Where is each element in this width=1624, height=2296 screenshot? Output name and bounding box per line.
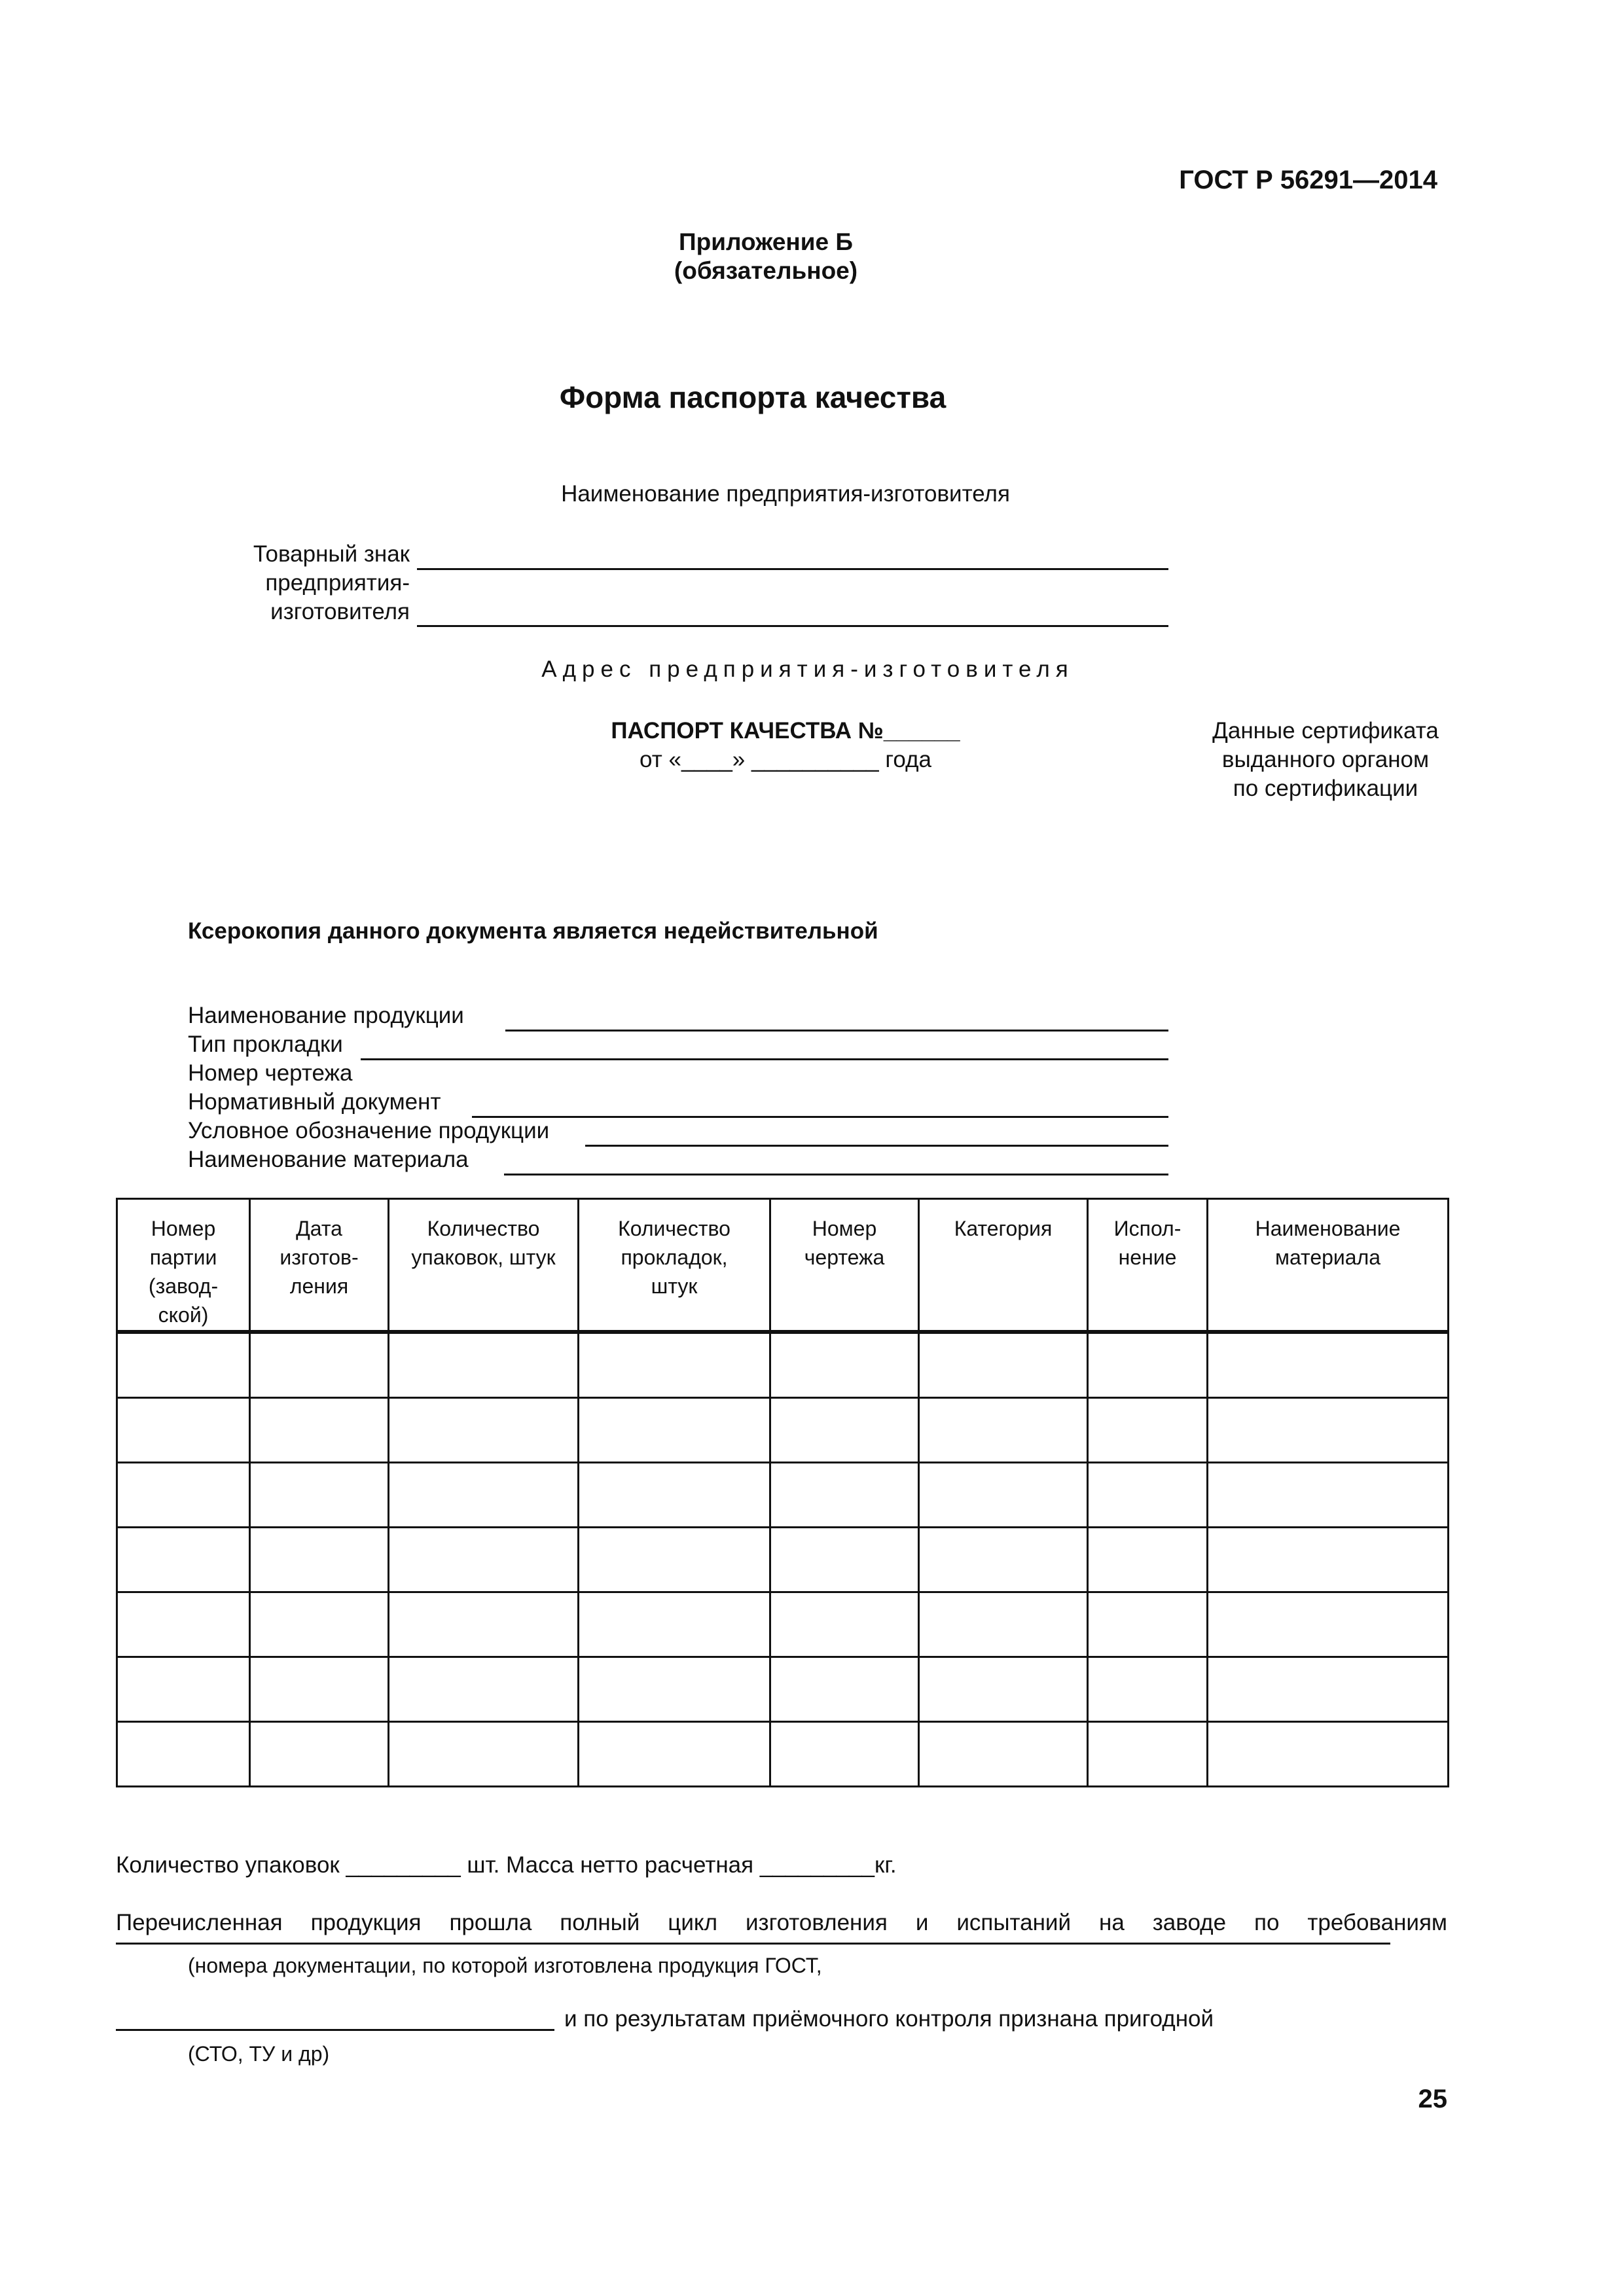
header-text-line: Количество	[427, 1217, 540, 1240]
address-label: Адрес предприятия-изготовителя	[541, 656, 1074, 682]
product-fields	[188, 1001, 549, 1174]
field-product-name: Наименование продукции	[188, 1003, 464, 1028]
field-product-designation: Условное обозначение продукции	[188, 1118, 550, 1143]
table-row	[117, 1592, 1449, 1657]
header-text-line: прокладок,	[621, 1246, 728, 1269]
product-name-line[interactable]	[505, 1030, 1168, 1031]
passport-title: ПАСПОРТ КАЧЕСТВА №______	[611, 718, 960, 744]
table-row	[117, 1528, 1449, 1592]
table-cell[interactable]	[1208, 1722, 1449, 1787]
table-cell[interactable]	[1088, 1332, 1208, 1398]
table-cell[interactable]	[919, 1592, 1088, 1657]
table-cell[interactable]	[579, 1528, 770, 1592]
passport-header	[458, 717, 1113, 774]
table-cell[interactable]	[579, 1592, 770, 1657]
table-cell[interactable]	[919, 1463, 1088, 1528]
header-text-line: партии	[149, 1246, 217, 1269]
page-number: 25	[1418, 2085, 1447, 2113]
table-cell[interactable]	[250, 1332, 389, 1398]
header-text-line: Наименование	[1255, 1217, 1401, 1240]
table-cell[interactable]	[770, 1592, 919, 1657]
field-gasket-type: Тип прокладки	[188, 1031, 343, 1057]
table-cell[interactable]	[579, 1398, 770, 1463]
header-text-line: упаковок, штук	[411, 1246, 556, 1269]
table-cell[interactable]	[1208, 1657, 1449, 1722]
field-normative-document: Нормативный документ	[188, 1089, 441, 1115]
header-drawing-number	[770, 1199, 919, 1333]
table-cell[interactable]	[919, 1722, 1088, 1787]
gasket-type-line[interactable]	[361, 1058, 1168, 1060]
table-cell[interactable]	[250, 1463, 389, 1528]
table-cell[interactable]	[770, 1528, 919, 1592]
table-cell[interactable]	[1088, 1592, 1208, 1657]
table-cell[interactable]	[117, 1463, 250, 1528]
document-number-line[interactable]	[116, 2029, 554, 2031]
header-text-line: ления	[289, 1274, 349, 1298]
documentation-note: (номера документации, по которой изготовлена продукция ГОСТ,	[188, 1954, 822, 1977]
table-row	[117, 1722, 1449, 1787]
table-cell[interactable]	[250, 1528, 389, 1592]
header-text-line: Дата	[296, 1217, 342, 1240]
appendix-title	[0, 228, 1532, 285]
table-cell[interactable]	[1208, 1398, 1449, 1463]
header-text-line: Номер	[151, 1217, 216, 1240]
table-cell[interactable]	[250, 1398, 389, 1463]
table-cell[interactable]	[579, 1722, 770, 1787]
table-cell[interactable]	[919, 1657, 1088, 1722]
table-cell[interactable]	[770, 1657, 919, 1722]
statement-line: Перечисленная продукция прошла полный цикл изготовления и испытаний на заводе по требованиям	[116, 1910, 1447, 1935]
requirements-line[interactable]	[116, 1943, 1390, 1945]
header-text-line: штук	[651, 1274, 698, 1298]
header-manufacture-date	[250, 1199, 389, 1333]
table-cell[interactable]	[919, 1398, 1088, 1463]
table-cell[interactable]	[117, 1657, 250, 1722]
header-text-line: чертежа	[804, 1246, 885, 1269]
header-package-count	[389, 1199, 579, 1333]
table-cell[interactable]	[117, 1592, 250, 1657]
table-cell[interactable]	[770, 1398, 919, 1463]
header-text-line: Номер	[812, 1217, 877, 1240]
table-cell[interactable]	[579, 1657, 770, 1722]
table-row	[117, 1657, 1449, 1722]
table-cell[interactable]	[117, 1398, 250, 1463]
table-cell[interactable]	[1208, 1528, 1449, 1592]
table-cell[interactable]	[919, 1332, 1088, 1398]
header-text-line: изготов-	[280, 1246, 359, 1269]
acceptance-text: и по результатам приёмочного контроля признана пригодной	[564, 2006, 1214, 2032]
table-cell[interactable]	[919, 1528, 1088, 1592]
header-batch-number	[117, 1199, 250, 1333]
table-row	[117, 1332, 1449, 1398]
table-cell[interactable]	[389, 1657, 579, 1722]
header-text-line: (завод-	[148, 1274, 219, 1298]
trademark-line-2[interactable]	[417, 625, 1168, 627]
copy-notice: Ксерокопия данного документа является недействительной	[188, 918, 878, 944]
table-cell[interactable]	[1088, 1398, 1208, 1463]
table-cell[interactable]	[389, 1592, 579, 1657]
table-cell[interactable]	[117, 1332, 250, 1398]
header-text-line: Количество	[618, 1217, 731, 1240]
header-text-line: материала	[1274, 1246, 1381, 1269]
table-cell[interactable]	[1088, 1722, 1208, 1787]
trademark-label-line1: Товарный знак	[253, 541, 410, 567]
header-text-line: Испол-	[1113, 1217, 1182, 1240]
form-title: Форма паспорта качества	[559, 380, 947, 414]
field-drawing-number: Номер чертежа	[188, 1060, 353, 1086]
normative-document-line[interactable]	[472, 1116, 1168, 1118]
table-cell[interactable]	[579, 1332, 770, 1398]
certificate-line3: по сертификации	[1233, 776, 1418, 801]
table-cell[interactable]	[1208, 1332, 1449, 1398]
certificate-data	[1178, 717, 1473, 803]
table-cell[interactable]	[1208, 1463, 1449, 1528]
table-cell[interactable]	[250, 1657, 389, 1722]
table-cell[interactable]	[389, 1332, 579, 1398]
table-cell[interactable]	[389, 1528, 579, 1592]
table-cell[interactable]	[1088, 1463, 1208, 1528]
table-cell[interactable]	[389, 1463, 579, 1528]
header-gasket-count	[579, 1199, 770, 1333]
packages-line: Количество упаковок _________ шт. Масса нетто расчетная _________кг.	[116, 1852, 897, 1878]
table-cell[interactable]	[117, 1722, 250, 1787]
table-cell[interactable]	[770, 1332, 919, 1398]
table-row	[117, 1398, 1449, 1463]
batch-table	[116, 1198, 1447, 1787]
trademark-label-line2: предприятия-	[265, 570, 410, 596]
table-cell[interactable]	[1208, 1592, 1449, 1657]
table-cell[interactable]	[250, 1592, 389, 1657]
appendix-status: (обязательное)	[674, 257, 858, 284]
header-text-line: Категория	[954, 1217, 1053, 1240]
header-version	[1088, 1199, 1208, 1333]
table-cell[interactable]	[579, 1463, 770, 1528]
table-cell[interactable]	[770, 1463, 919, 1528]
header-category	[919, 1199, 1088, 1333]
table-cell[interactable]	[1088, 1528, 1208, 1592]
header-material-name	[1208, 1199, 1449, 1333]
certificate-line2: выданного органом	[1221, 747, 1430, 772]
trademark-label	[253, 540, 410, 626]
manufacturer-name-label: Наименование предприятия-изготовителя	[561, 481, 1010, 507]
table-cell[interactable]	[389, 1722, 579, 1787]
table-header-row	[117, 1199, 1449, 1333]
passport-date: от «____» __________ года	[640, 747, 931, 772]
table-cell[interactable]	[117, 1528, 250, 1592]
header-text-line: ской)	[158, 1303, 209, 1327]
field-material-name: Наименование материала	[188, 1147, 469, 1172]
header-text-line: нение	[1118, 1246, 1177, 1269]
document-types-note: (СТО, ТУ и др)	[188, 2042, 330, 2066]
trademark-label-line3: изготовителя	[270, 599, 410, 624]
standard-number: ГОСТ Р 56291—2014	[1179, 166, 1437, 194]
material-name-line[interactable]	[504, 1174, 1168, 1175]
trademark-line-1[interactable]	[417, 568, 1168, 570]
appendix-label: Приложение Б	[679, 228, 853, 255]
table-cell[interactable]	[770, 1722, 919, 1787]
certificate-line1: Данные сертификата	[1212, 718, 1439, 744]
table-cell[interactable]	[250, 1722, 389, 1787]
table-cell[interactable]	[389, 1398, 579, 1463]
table-row	[117, 1463, 1449, 1528]
table-cell[interactable]	[1088, 1657, 1208, 1722]
product-designation-line[interactable]	[585, 1145, 1168, 1147]
